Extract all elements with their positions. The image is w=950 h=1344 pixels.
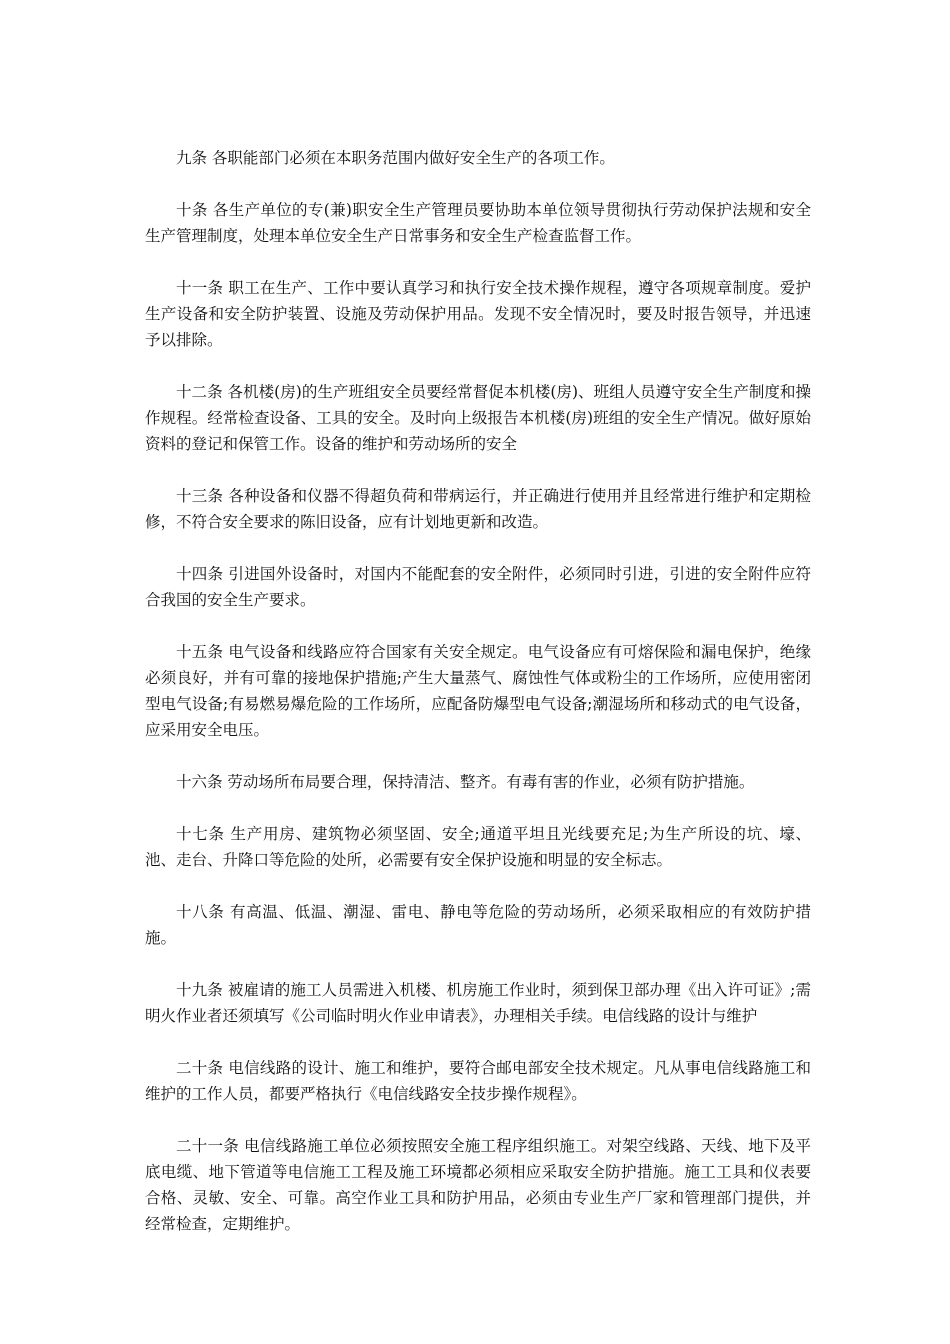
article-21: 二十一条 电信线路施工单位必须按照安全施工程序组织施工。对架空线路、天线、地下及平底电缆、地下管道等电信施工工程及施工环境都必须相应采取安全防护措施。施工工具和仪表要合格、灵敏、安全、可靠。高空作业工具和防护用品，必须由专业生产厂家和管理部门提供，并经常检查，定期维护。 [145, 1137, 811, 1233]
article-13: 十三条 各种设备和仪器不得超负荷和带病运行，并正确进行使用并且经常进行维护和定期检修，不符合安全要求的陈旧设备，应有计划地更新和改造。 [145, 487, 811, 531]
article-18: 十八条 有高温、低温、潮湿、雷电、静电等危险的劳动场所，必须采取相应的有效防护措施。 [145, 903, 811, 947]
article-16: 十六条 劳动场所布局要合理，保持清洁、整齐。有毒有害的作业，必须有防护措施。 [176, 773, 755, 791]
document-body [145, 145, 811, 1263]
article-12: 十二条 各机楼(房)的生产班组安全员要经常督促本机楼(房)、班组人员遵守安全生产制度和操作规程。经常检查设备、工具的安全。及时向上级报告本机楼(房)班组的安全生产情况。做好原始资料的登记和保管工作。设备的维护和劳动场所的安全 [145, 383, 811, 453]
article-11: 十一条 职工在生产、工作中要认真学习和执行安全技术操作规程，遵守各项规章制度。爱护生产设备和安全防护装置、设施及劳动保护用品。发现不安全情况时，要及时报告领导，并迅速予以排除。 [145, 279, 811, 349]
article-17: 十七条 生产用房、建筑物必须坚固、安全;通道平坦且光线要充足;为生产所设的坑、壕、池、走台、升降口等危险的处所，必需要有安全保护设施和明显的安全标志。 [145, 825, 811, 869]
article-9: 九条 各职能部门必须在本职务范围内做好安全生产的各项工作。 [176, 149, 615, 167]
article-10: 十条 各生产单位的专(兼)职安全生产管理员要协助本单位领导贯彻执行劳动保护法规和安全生产管理制度，处理本单位安全生产日常事务和安全生产检查监督工作。 [145, 201, 811, 245]
article-19: 十九条 被雇请的施工人员需进入机楼、机房施工作业时，须到保卫部办理《出入许可证》;需明火作业者还须填写《公司临时明火作业申请表》，办理相关手续。电信线路的设计与维护 [145, 981, 811, 1025]
article-14: 十四条 引进国外设备时，对国内不能配套的安全附件，必须同时引进，引进的安全附件应符合我国的安全生产要求。 [145, 565, 811, 609]
article-20: 二十条 电信线路的设计、施工和维护，要符合邮电部安全技术规定。凡从事电信线路施工和维护的工作人员，都要严格执行《电信线路安全技步操作规程》。 [145, 1059, 811, 1103]
article-15: 十五条 电气设备和线路应符合国家有关安全规定。电气设备应有可熔保险和漏电保护，绝缘必须良好，并有可靠的接地保护措施;产生大量蒸气、腐蚀性气体或粉尘的工作场所，应使用密闭型电气设备;有易燃易爆危险的工作场所，应配备防爆型电气设备;潮湿场所和移动式的电气设备，应采用安全电压。 [145, 643, 811, 739]
